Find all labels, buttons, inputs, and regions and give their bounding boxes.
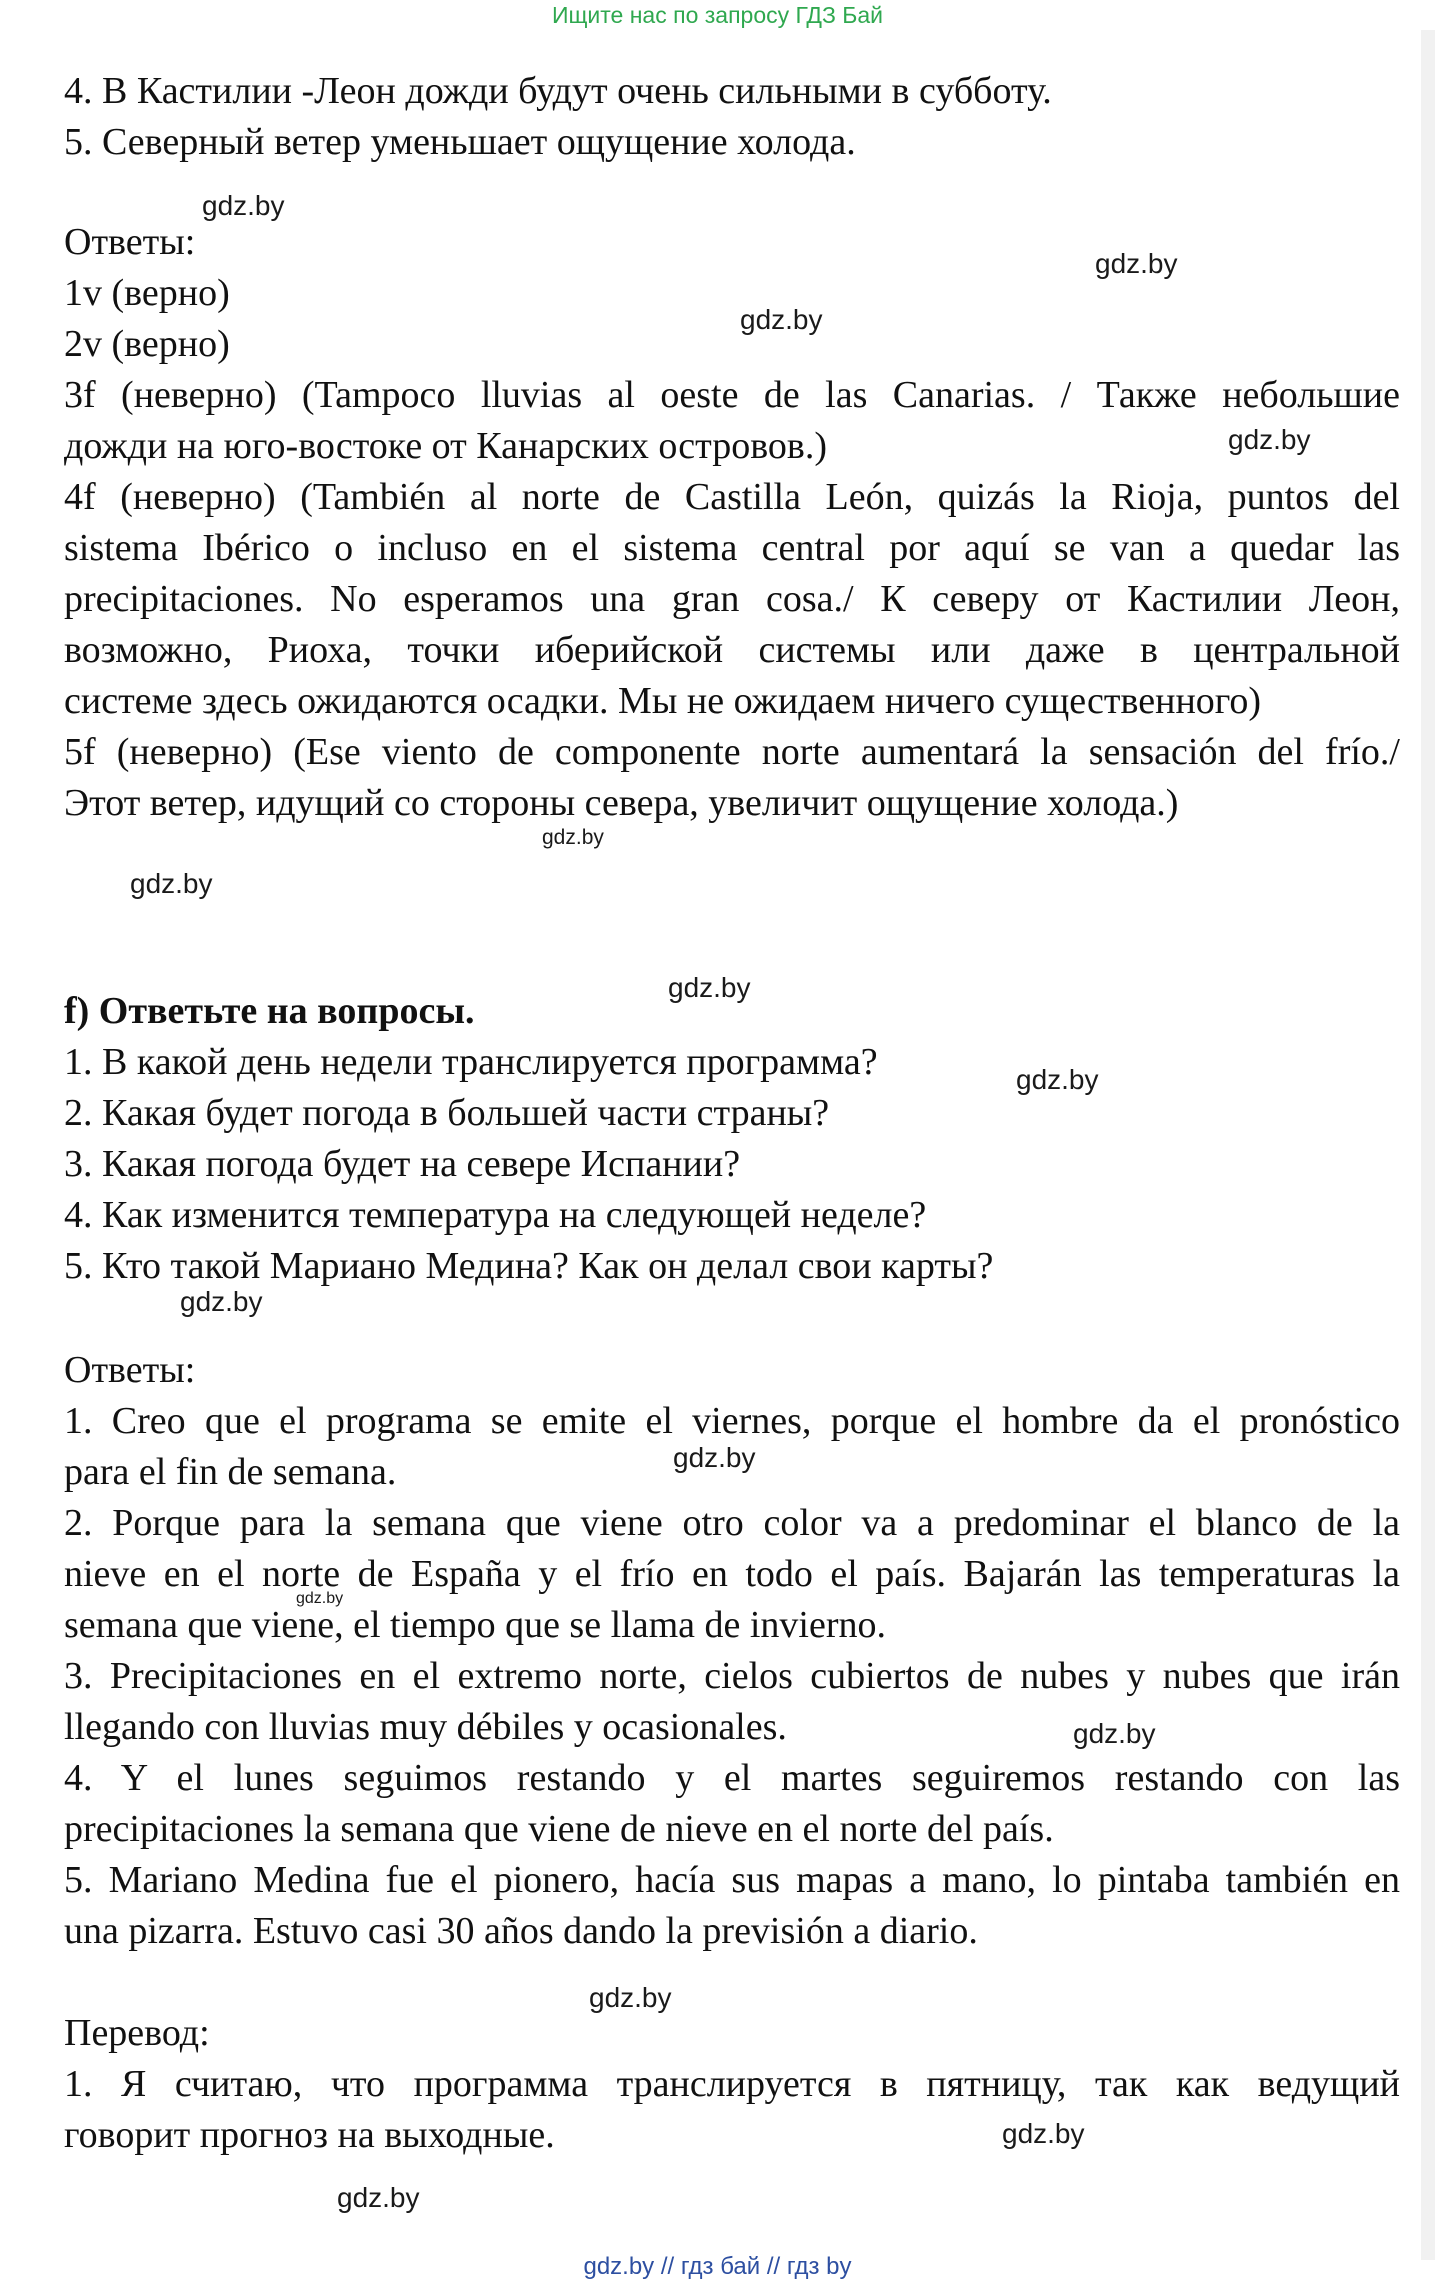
watermark: gdz.by [130, 868, 213, 899]
watermark: gdz.by [1016, 1064, 1099, 1095]
answer-line: sistema Ibérico o incluso en el sistema central por aquí se van a quedar las [64, 527, 1400, 569]
answer-line: 1. Creo que el programa se emite el viernes, porque el hombre da el pronóstico [64, 1400, 1400, 1442]
answer-line: 5. Mariano Medina fue el pionero, hacía sus mapas a mano, lo pintaba también en [64, 1859, 1400, 1901]
question-line: 2. Какая будет погода в большей части страны? [64, 1092, 830, 1134]
answers-heading: Ответы: [64, 1349, 196, 1391]
question-line-4: 4. В Кастилии -Леон дожди будут очень сильными в субботу. [64, 70, 1052, 112]
watermark: gdz.by [589, 1982, 672, 2013]
answer-line: 3f (неверно) (Tampoco lluvias al oeste de las Canarias. / Также небольшие [64, 374, 1400, 416]
answer-line: системе здесь ожидаются осадки. Мы не ожидаем ничего существенного) [64, 680, 1262, 722]
question-line-5: 5. Северный ветер уменьшает ощущение холода. [64, 121, 856, 163]
answer-line: 3. Precipitaciones en el extremo norte, cielos cubiertos de nubes y nubes que irán [64, 1655, 1400, 1697]
watermark: gdz.by [740, 304, 823, 335]
watermark: gdz.by [542, 826, 604, 849]
watermark: gdz.by [1095, 248, 1178, 279]
answer-line: precipitaciones la semana que viene de nieve en el norte del país. [64, 1808, 1054, 1850]
answer-line: Этот ветер, идущий со стороны севера, увеличит ощущение холода.) [64, 782, 1179, 824]
translation-heading: Перевод: [64, 2012, 210, 2054]
watermark: gdz.by [180, 1286, 263, 1317]
answer-line: una pizarra. Estuvo casi 30 años dando la previsión a diario. [64, 1910, 978, 1952]
watermark: gdz.by [337, 2182, 420, 2213]
question-line: 1. В какой день недели транслируется программа? [64, 1041, 878, 1083]
watermark: gdz.by [673, 1442, 756, 1473]
question-line: 4. Как изменится температура на следующей неделе? [64, 1194, 927, 1236]
watermark: gdz.by [296, 1590, 344, 1607]
watermark: gdz.by [202, 190, 285, 221]
answer-line: nieve en el norte de España y el frío en todo el país. Bajarán las temperaturas la [64, 1553, 1400, 1595]
answer-line: 4. Y el lunes seguimos restando y el martes seguiremos restando con las [64, 1757, 1400, 1799]
answer-line: precipitaciones. No esperamos una gran cosa./ К северу от Кастилии Леон, [64, 578, 1400, 620]
answer-line: semana que viene, el tiempo que se llama de invierno. [64, 1604, 886, 1646]
watermark: gdz.by [668, 972, 751, 1003]
scrollbar[interactable] [1421, 30, 1435, 2260]
watermark: gdz.by [1002, 2118, 1085, 2149]
answer-line: 4f (неверно) (También al norte de Castilla León, quizás la Rioja, puntos del [64, 476, 1400, 518]
answer-line: возможно, Риоха, точки иберийской системы или даже в центральной [64, 629, 1400, 671]
answer-line: para el fin de semana. [64, 1451, 397, 1493]
footer-links[interactable]: gdz.by // гдз бай // гдз by [583, 2253, 852, 2280]
translation-line: говорит прогноз на выходные. [64, 2114, 555, 2156]
top-banner[interactable]: Ищите нас по запросу ГДЗ Бай [551, 2, 884, 28]
answer-line: llegando con lluvias muy débiles y ocasionales. [64, 1706, 787, 1748]
question-line: 3. Какая погода будет на севере Испании? [64, 1143, 741, 1185]
answer-line: 2. Porque para la semana que viene otro color va a predominar el blanco de la [64, 1502, 1400, 1544]
translation-line: 1. Я считаю, что программа транслируется в пятницу, так как ведущий [64, 2063, 1400, 2105]
watermark: gdz.by [1073, 1718, 1156, 1749]
watermark: gdz.by [1228, 424, 1311, 455]
answers-heading: Ответы: [64, 221, 196, 263]
answer-line: 5f (неверно) (Ese viento de componente norte aumentará la sensación del frío./ [64, 731, 1400, 773]
answer-line: 1v (верно) [64, 272, 230, 314]
question-line: 5. Кто такой Мариано Медина? Как он делал свои карты? [64, 1245, 994, 1287]
section-heading-f: f) Ответьте на вопросы. [64, 990, 475, 1032]
answer-line: 2v (верно) [64, 323, 230, 365]
answer-line: дожди на юго-востоке от Канарских островов.) [64, 425, 828, 467]
